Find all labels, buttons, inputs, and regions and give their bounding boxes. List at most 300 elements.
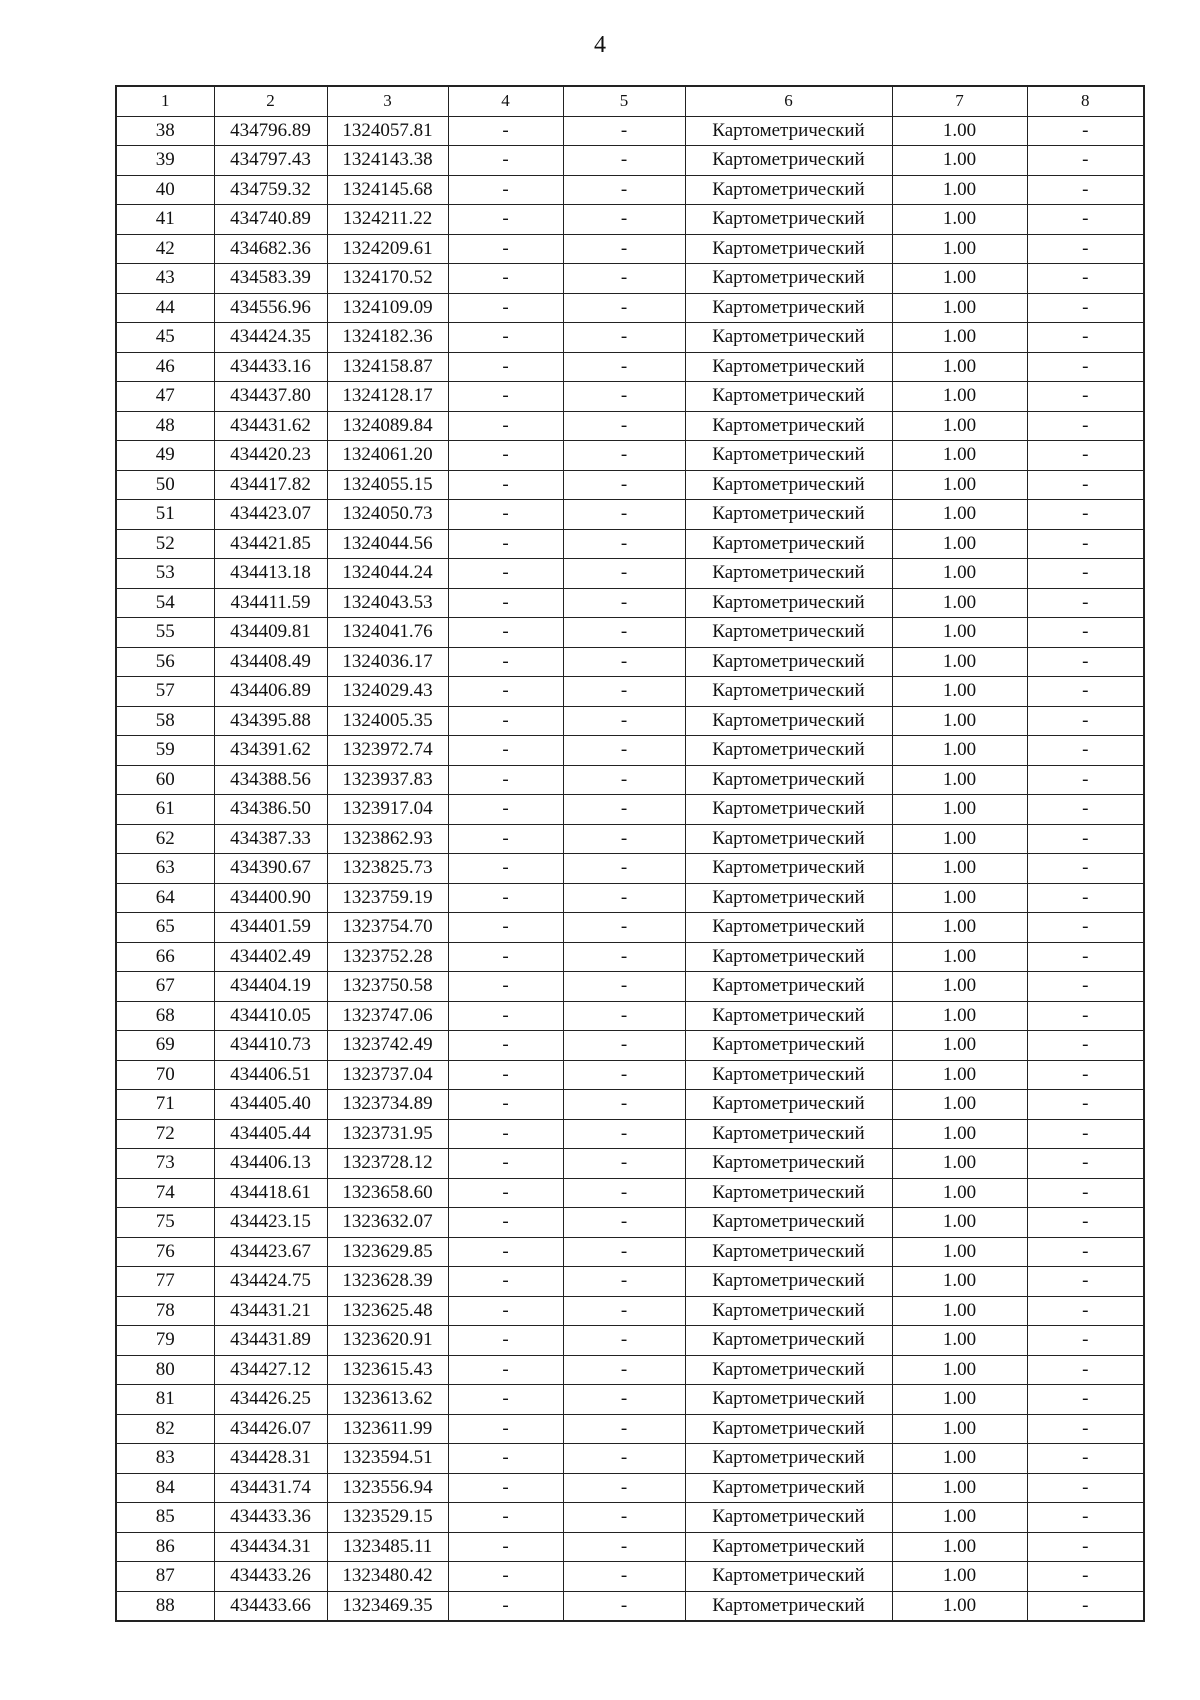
y-coordinate-cell: 1324145.68 <box>327 175 448 205</box>
col5-cell: - <box>563 706 685 736</box>
y-coordinate-cell: 1324036.17 <box>327 647 448 677</box>
method-cell: Картометрический <box>685 736 892 766</box>
method-cell: Картометрический <box>685 618 892 648</box>
x-coordinate-cell: 434402.49 <box>214 942 327 972</box>
accuracy-cell: 1.00 <box>892 323 1027 353</box>
table-row <box>116 1444 1144 1474</box>
col8-cell: - <box>1027 293 1144 323</box>
point-number-cell: 80 <box>116 1355 214 1385</box>
point-number-cell: 71 <box>116 1090 214 1120</box>
column-header: 1 <box>116 86 214 116</box>
col5-cell: - <box>563 146 685 176</box>
point-number-cell: 56 <box>116 647 214 677</box>
table-row <box>116 765 1144 795</box>
accuracy-cell: 1.00 <box>892 1591 1027 1621</box>
col5-cell: - <box>563 1296 685 1326</box>
point-number-cell: 47 <box>116 382 214 412</box>
table-row <box>116 441 1144 471</box>
x-coordinate-cell: 434434.31 <box>214 1532 327 1562</box>
y-coordinate-cell: 1323752.28 <box>327 942 448 972</box>
accuracy-cell: 1.00 <box>892 382 1027 412</box>
accuracy-cell: 1.00 <box>892 972 1027 1002</box>
col5-cell: - <box>563 795 685 825</box>
method-cell: Картометрический <box>685 529 892 559</box>
col8-cell: - <box>1027 1296 1144 1326</box>
col5-cell: - <box>563 1503 685 1533</box>
col8-cell: - <box>1027 883 1144 913</box>
table-row <box>116 1503 1144 1533</box>
col4-cell: - <box>448 205 563 235</box>
method-cell: Картометрический <box>685 559 892 589</box>
x-coordinate-cell: 434431.89 <box>214 1326 327 1356</box>
col8-cell: - <box>1027 441 1144 471</box>
col8-cell: - <box>1027 1414 1144 1444</box>
col5-cell: - <box>563 1267 685 1297</box>
table-row <box>116 647 1144 677</box>
point-number-cell: 40 <box>116 175 214 205</box>
method-cell: Картометрический <box>685 1208 892 1238</box>
coordinates-table <box>115 85 1145 1622</box>
x-coordinate-cell: 434404.19 <box>214 972 327 1002</box>
accuracy-cell: 1.00 <box>892 411 1027 441</box>
x-coordinate-cell: 434424.35 <box>214 323 327 353</box>
accuracy-cell: 1.00 <box>892 765 1027 795</box>
point-number-cell: 81 <box>116 1385 214 1415</box>
method-cell: Картометрический <box>685 1296 892 1326</box>
y-coordinate-cell: 1323937.83 <box>327 765 448 795</box>
method-cell: Картометрический <box>685 942 892 972</box>
table-row <box>116 1178 1144 1208</box>
col4-cell: - <box>448 352 563 382</box>
col4-cell: - <box>448 765 563 795</box>
col4-cell: - <box>448 529 563 559</box>
col4-cell: - <box>448 234 563 264</box>
y-coordinate-cell: 1324170.52 <box>327 264 448 294</box>
accuracy-cell: 1.00 <box>892 795 1027 825</box>
col5-cell: - <box>563 323 685 353</box>
method-cell: Картометрический <box>685 913 892 943</box>
table-row <box>116 1355 1144 1385</box>
point-number-cell: 70 <box>116 1060 214 1090</box>
accuracy-cell: 1.00 <box>892 647 1027 677</box>
col8-cell: - <box>1027 323 1144 353</box>
x-coordinate-cell: 434410.05 <box>214 1001 327 1031</box>
table-row <box>116 1090 1144 1120</box>
x-coordinate-cell: 434409.81 <box>214 618 327 648</box>
x-coordinate-cell: 434418.61 <box>214 1178 327 1208</box>
x-coordinate-cell: 434583.39 <box>214 264 327 294</box>
table-row <box>116 293 1144 323</box>
point-number-cell: 65 <box>116 913 214 943</box>
col5-cell: - <box>563 942 685 972</box>
accuracy-cell: 1.00 <box>892 1503 1027 1533</box>
method-cell: Картометрический <box>685 352 892 382</box>
col4-cell: - <box>448 175 563 205</box>
col4-cell: - <box>448 942 563 972</box>
col4-cell: - <box>448 647 563 677</box>
method-cell: Картометрический <box>685 647 892 677</box>
table-row <box>116 382 1144 412</box>
table-body <box>116 116 1144 1621</box>
accuracy-cell: 1.00 <box>892 234 1027 264</box>
col4-cell: - <box>448 116 563 146</box>
point-number-cell: 74 <box>116 1178 214 1208</box>
x-coordinate-cell: 434400.90 <box>214 883 327 913</box>
table-row <box>116 1473 1144 1503</box>
table-row <box>116 1414 1144 1444</box>
y-coordinate-cell: 1324044.56 <box>327 529 448 559</box>
accuracy-cell: 1.00 <box>892 1473 1027 1503</box>
x-coordinate-cell: 434406.13 <box>214 1149 327 1179</box>
table-row <box>116 1031 1144 1061</box>
col5-cell: - <box>563 1355 685 1385</box>
y-coordinate-cell: 1324029.43 <box>327 677 448 707</box>
x-coordinate-cell: 434433.66 <box>214 1591 327 1621</box>
col8-cell: - <box>1027 470 1144 500</box>
accuracy-cell: 1.00 <box>892 1149 1027 1179</box>
method-cell: Картометрический <box>685 264 892 294</box>
accuracy-cell: 1.00 <box>892 1385 1027 1415</box>
col8-cell: - <box>1027 1149 1144 1179</box>
col4-cell: - <box>448 1060 563 1090</box>
col5-cell: - <box>563 1031 685 1061</box>
table-row <box>116 824 1144 854</box>
col4-cell: - <box>448 1237 563 1267</box>
accuracy-cell: 1.00 <box>892 588 1027 618</box>
col5-cell: - <box>563 1385 685 1415</box>
method-cell: Картометрический <box>685 234 892 264</box>
table-header-row <box>116 86 1144 116</box>
accuracy-cell: 1.00 <box>892 146 1027 176</box>
x-coordinate-cell: 434426.07 <box>214 1414 327 1444</box>
col8-cell: - <box>1027 1060 1144 1090</box>
col8-cell: - <box>1027 1385 1144 1415</box>
table-row <box>116 942 1144 972</box>
x-coordinate-cell: 434388.56 <box>214 765 327 795</box>
accuracy-cell: 1.00 <box>892 1031 1027 1061</box>
col5-cell: - <box>563 765 685 795</box>
col8-cell: - <box>1027 588 1144 618</box>
accuracy-cell: 1.00 <box>892 1355 1027 1385</box>
col4-cell: - <box>448 1326 563 1356</box>
method-cell: Картометрический <box>685 1119 892 1149</box>
y-coordinate-cell: 1324041.76 <box>327 618 448 648</box>
col5-cell: - <box>563 293 685 323</box>
method-cell: Картометрический <box>685 824 892 854</box>
x-coordinate-cell: 434437.80 <box>214 382 327 412</box>
col8-cell: - <box>1027 736 1144 766</box>
method-cell: Картометрический <box>685 1385 892 1415</box>
col5-cell: - <box>563 500 685 530</box>
column-header: 8 <box>1027 86 1144 116</box>
y-coordinate-cell: 1323611.99 <box>327 1414 448 1444</box>
x-coordinate-cell: 434433.16 <box>214 352 327 382</box>
col8-cell: - <box>1027 1178 1144 1208</box>
col4-cell: - <box>448 913 563 943</box>
table-row <box>116 1326 1144 1356</box>
col8-cell: - <box>1027 1090 1144 1120</box>
x-coordinate-cell: 434740.89 <box>214 205 327 235</box>
x-coordinate-cell: 434406.51 <box>214 1060 327 1090</box>
point-number-cell: 68 <box>116 1001 214 1031</box>
y-coordinate-cell: 1323862.93 <box>327 824 448 854</box>
col5-cell: - <box>563 264 685 294</box>
column-header: 6 <box>685 86 892 116</box>
table-row <box>116 146 1144 176</box>
col4-cell: - <box>448 264 563 294</box>
method-cell: Картометрический <box>685 1444 892 1474</box>
y-coordinate-cell: 1323747.06 <box>327 1001 448 1031</box>
point-number-cell: 67 <box>116 972 214 1002</box>
col5-cell: - <box>563 559 685 589</box>
method-cell: Картометрический <box>685 677 892 707</box>
x-coordinate-cell: 434423.15 <box>214 1208 327 1238</box>
col5-cell: - <box>563 1208 685 1238</box>
column-header: 2 <box>214 86 327 116</box>
col4-cell: - <box>448 824 563 854</box>
table-row <box>116 1119 1144 1149</box>
table-row <box>116 1001 1144 1031</box>
x-coordinate-cell: 434410.73 <box>214 1031 327 1061</box>
x-coordinate-cell: 434405.40 <box>214 1090 327 1120</box>
table-row <box>116 352 1144 382</box>
col4-cell: - <box>448 1001 563 1031</box>
col8-cell: - <box>1027 942 1144 972</box>
col8-cell: - <box>1027 824 1144 854</box>
col4-cell: - <box>448 411 563 441</box>
method-cell: Картометрический <box>685 1031 892 1061</box>
method-cell: Картометрический <box>685 1591 892 1621</box>
accuracy-cell: 1.00 <box>892 352 1027 382</box>
point-number-cell: 38 <box>116 116 214 146</box>
table-row <box>116 1208 1144 1238</box>
col4-cell: - <box>448 736 563 766</box>
y-coordinate-cell: 1323731.95 <box>327 1119 448 1149</box>
accuracy-cell: 1.00 <box>892 529 1027 559</box>
col5-cell: - <box>563 175 685 205</box>
method-cell: Картометрический <box>685 1414 892 1444</box>
x-coordinate-cell: 434390.67 <box>214 854 327 884</box>
y-coordinate-cell: 1323629.85 <box>327 1237 448 1267</box>
accuracy-cell: 1.00 <box>892 441 1027 471</box>
method-cell: Картометрический <box>685 854 892 884</box>
y-coordinate-cell: 1323615.43 <box>327 1355 448 1385</box>
table-row <box>116 323 1144 353</box>
point-number-cell: 76 <box>116 1237 214 1267</box>
accuracy-cell: 1.00 <box>892 736 1027 766</box>
x-coordinate-cell: 434556.96 <box>214 293 327 323</box>
point-number-cell: 41 <box>116 205 214 235</box>
col5-cell: - <box>563 1149 685 1179</box>
x-coordinate-cell: 434420.23 <box>214 441 327 471</box>
col4-cell: - <box>448 382 563 412</box>
col8-cell: - <box>1027 1355 1144 1385</box>
col5-cell: - <box>563 1178 685 1208</box>
col4-cell: - <box>448 795 563 825</box>
table-row <box>116 1532 1144 1562</box>
accuracy-cell: 1.00 <box>892 1267 1027 1297</box>
col5-cell: - <box>563 1119 685 1149</box>
x-coordinate-cell: 434387.33 <box>214 824 327 854</box>
col8-cell: - <box>1027 500 1144 530</box>
x-coordinate-cell: 434431.21 <box>214 1296 327 1326</box>
col8-cell: - <box>1027 706 1144 736</box>
col5-cell: - <box>563 441 685 471</box>
col8-cell: - <box>1027 1237 1144 1267</box>
x-coordinate-cell: 434386.50 <box>214 795 327 825</box>
col8-cell: - <box>1027 352 1144 382</box>
accuracy-cell: 1.00 <box>892 824 1027 854</box>
col8-cell: - <box>1027 1326 1144 1356</box>
table-row <box>116 795 1144 825</box>
accuracy-cell: 1.00 <box>892 264 1027 294</box>
y-coordinate-cell: 1324061.20 <box>327 441 448 471</box>
col4-cell: - <box>448 323 563 353</box>
table-row <box>116 1237 1144 1267</box>
method-cell: Картометрический <box>685 500 892 530</box>
col4-cell: - <box>448 1178 563 1208</box>
method-cell: Картометрический <box>685 146 892 176</box>
y-coordinate-cell: 1324057.81 <box>327 116 448 146</box>
point-number-cell: 78 <box>116 1296 214 1326</box>
method-cell: Картометрический <box>685 411 892 441</box>
y-coordinate-cell: 1324089.84 <box>327 411 448 441</box>
col4-cell: - <box>448 1149 563 1179</box>
table-row <box>116 1296 1144 1326</box>
y-coordinate-cell: 1323613.62 <box>327 1385 448 1415</box>
col8-cell: - <box>1027 795 1144 825</box>
x-coordinate-cell: 434431.62 <box>214 411 327 441</box>
col5-cell: - <box>563 647 685 677</box>
table-row <box>116 529 1144 559</box>
method-cell: Картометрический <box>685 382 892 412</box>
col8-cell: - <box>1027 1591 1144 1621</box>
method-cell: Картометрический <box>685 175 892 205</box>
accuracy-cell: 1.00 <box>892 618 1027 648</box>
point-number-cell: 84 <box>116 1473 214 1503</box>
col5-cell: - <box>563 913 685 943</box>
accuracy-cell: 1.00 <box>892 116 1027 146</box>
point-number-cell: 63 <box>116 854 214 884</box>
x-coordinate-cell: 434391.62 <box>214 736 327 766</box>
col4-cell: - <box>448 883 563 913</box>
column-header: 5 <box>563 86 685 116</box>
y-coordinate-cell: 1324044.24 <box>327 559 448 589</box>
method-cell: Картометрический <box>685 1149 892 1179</box>
accuracy-cell: 1.00 <box>892 1444 1027 1474</box>
point-number-cell: 77 <box>116 1267 214 1297</box>
col4-cell: - <box>448 559 563 589</box>
accuracy-cell: 1.00 <box>892 913 1027 943</box>
table-row <box>116 972 1144 1002</box>
y-coordinate-cell: 1324182.36 <box>327 323 448 353</box>
col8-cell: - <box>1027 146 1144 176</box>
accuracy-cell: 1.00 <box>892 942 1027 972</box>
col5-cell: - <box>563 1237 685 1267</box>
y-coordinate-cell: 1323737.04 <box>327 1060 448 1090</box>
accuracy-cell: 1.00 <box>892 1562 1027 1592</box>
point-number-cell: 53 <box>116 559 214 589</box>
col5-cell: - <box>563 1444 685 1474</box>
col8-cell: - <box>1027 1031 1144 1061</box>
method-cell: Картометрический <box>685 293 892 323</box>
x-coordinate-cell: 434426.25 <box>214 1385 327 1415</box>
y-coordinate-cell: 1323632.07 <box>327 1208 448 1238</box>
table-row <box>116 116 1144 146</box>
col4-cell: - <box>448 1208 563 1238</box>
column-header: 4 <box>448 86 563 116</box>
col4-cell: - <box>448 500 563 530</box>
col4-cell: - <box>448 1414 563 1444</box>
y-coordinate-cell: 1323742.49 <box>327 1031 448 1061</box>
col8-cell: - <box>1027 264 1144 294</box>
x-coordinate-cell: 434796.89 <box>214 116 327 146</box>
x-coordinate-cell: 434408.49 <box>214 647 327 677</box>
x-coordinate-cell: 434682.36 <box>214 234 327 264</box>
col4-cell: - <box>448 854 563 884</box>
accuracy-cell: 1.00 <box>892 175 1027 205</box>
col8-cell: - <box>1027 529 1144 559</box>
point-number-cell: 85 <box>116 1503 214 1533</box>
table-row <box>116 677 1144 707</box>
y-coordinate-cell: 1323658.60 <box>327 1178 448 1208</box>
col5-cell: - <box>563 824 685 854</box>
y-coordinate-cell: 1323750.58 <box>327 972 448 1002</box>
x-coordinate-cell: 434401.59 <box>214 913 327 943</box>
table-row <box>116 1060 1144 1090</box>
y-coordinate-cell: 1323754.70 <box>327 913 448 943</box>
table-row <box>116 736 1144 766</box>
x-coordinate-cell: 434417.82 <box>214 470 327 500</box>
point-number-cell: 54 <box>116 588 214 618</box>
col5-cell: - <box>563 411 685 441</box>
col4-cell: - <box>448 677 563 707</box>
table-row <box>116 205 1144 235</box>
col5-cell: - <box>563 1562 685 1592</box>
table-row <box>116 411 1144 441</box>
table-row <box>116 1149 1144 1179</box>
col8-cell: - <box>1027 116 1144 146</box>
point-number-cell: 58 <box>116 706 214 736</box>
method-cell: Картометрический <box>685 795 892 825</box>
col4-cell: - <box>448 1385 563 1415</box>
page-number: 4 <box>594 32 606 58</box>
y-coordinate-cell: 1323734.89 <box>327 1090 448 1120</box>
table-row <box>116 1562 1144 1592</box>
accuracy-cell: 1.00 <box>892 1090 1027 1120</box>
method-cell: Картометрический <box>685 1532 892 1562</box>
y-coordinate-cell: 1323485.11 <box>327 1532 448 1562</box>
col4-cell: - <box>448 1355 563 1385</box>
table-row <box>116 1267 1144 1297</box>
table-row <box>116 234 1144 264</box>
point-number-cell: 52 <box>116 529 214 559</box>
col4-cell: - <box>448 1591 563 1621</box>
point-number-cell: 73 <box>116 1149 214 1179</box>
point-number-cell: 88 <box>116 1591 214 1621</box>
y-coordinate-cell: 1324043.53 <box>327 588 448 618</box>
x-coordinate-cell: 434421.85 <box>214 529 327 559</box>
point-number-cell: 62 <box>116 824 214 854</box>
col4-cell: - <box>448 588 563 618</box>
col5-cell: - <box>563 529 685 559</box>
col5-cell: - <box>563 470 685 500</box>
col8-cell: - <box>1027 1532 1144 1562</box>
col8-cell: - <box>1027 765 1144 795</box>
col5-cell: - <box>563 677 685 707</box>
col4-cell: - <box>448 1296 563 1326</box>
x-coordinate-cell: 434433.26 <box>214 1562 327 1592</box>
